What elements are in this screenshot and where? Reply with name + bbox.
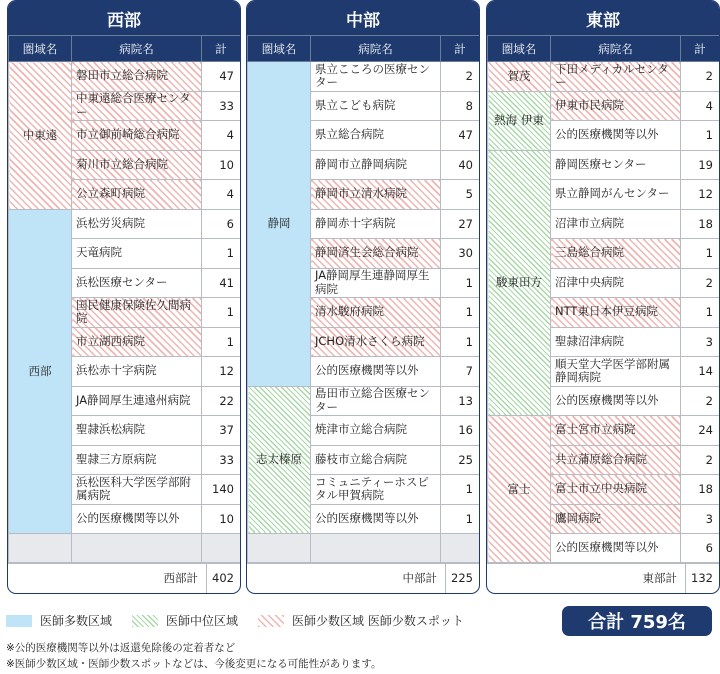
count-cell: 1	[441, 504, 480, 534]
region-cell: 熱海 伊東	[488, 91, 551, 150]
hospital-name-cell: 菊川市立総合病院	[72, 150, 202, 180]
hospital-name-cell: 順天堂大学医学部附属静岡病院	[551, 357, 681, 387]
count-cell: 24	[681, 416, 720, 446]
count-cell: 22	[202, 386, 241, 416]
count-cell: 2	[681, 386, 720, 416]
legend-label: 医師中位区域	[166, 614, 239, 628]
hospital-name-cell: 沼津中央病院	[551, 268, 681, 298]
region-cell: 富士	[488, 416, 551, 564]
col-header-hospital: 病院名	[311, 36, 441, 62]
hospital-name-cell: 浜松赤十字病院	[72, 357, 202, 387]
hospital-name-cell: 県立こども病院	[311, 91, 441, 121]
region-cell: 駿東田方	[488, 150, 551, 416]
table-row	[248, 386, 480, 416]
hospital-name-cell: JCHO清水さくら病院	[311, 327, 441, 357]
col-header-count: 計	[681, 36, 720, 62]
hospital-name-cell: 藤枝市立総合病院	[311, 445, 441, 475]
hospital-name-cell: 公的医療機関等以外	[551, 121, 681, 151]
count-cell: 8	[441, 91, 480, 121]
hospital-name-cell: 天竜病院	[72, 239, 202, 269]
table-row	[9, 209, 241, 239]
total-count: 225	[445, 563, 479, 593]
hospital-name-cell: 聖隷浜松病院	[72, 416, 202, 446]
count-cell: 25	[441, 445, 480, 475]
hospital-name-cell: 聖隷三方原病院	[72, 445, 202, 475]
hospital-name-cell: 静岡済生会総合病院	[311, 239, 441, 269]
hospital-name-cell: 静岡赤十字病院	[311, 209, 441, 239]
count-cell: 33	[202, 91, 241, 121]
region-cell: 志太榛原	[248, 386, 311, 534]
hospital-name-cell: 県立静岡がんセンター	[551, 180, 681, 210]
count-cell: 1	[202, 298, 241, 328]
footnote: ※医師少数区域・医師少数スポットなどは、今後変更になる可能性があります。	[6, 658, 382, 671]
count-cell: 14	[681, 357, 720, 387]
count-cell: 1	[441, 475, 480, 505]
hospital-name-cell: 三島総合病院	[551, 239, 681, 269]
hospital-name-cell: 共立蒲原総合病院	[551, 445, 681, 475]
hospital-name-cell: 県立総合病院	[311, 121, 441, 151]
legend-swatch-red	[258, 615, 284, 627]
table-row	[488, 416, 720, 446]
col-header-count: 計	[441, 36, 480, 62]
empty-row	[248, 534, 480, 564]
empty-cell	[248, 534, 311, 564]
hospital-name-cell: 静岡医療センター	[551, 150, 681, 180]
hospital-name-cell: NTT東日本伊豆病院	[551, 298, 681, 328]
hospital-name-cell: 静岡市立静岡病院	[311, 150, 441, 180]
hospital-name-cell: 市立湖西病院	[72, 327, 202, 357]
hospital-name-cell: 聖隷沼津病院	[551, 327, 681, 357]
panel-total-row	[247, 562, 479, 593]
empty-cell	[9, 534, 72, 564]
count-cell: 16	[441, 416, 480, 446]
region-cell: 西部	[9, 209, 72, 534]
hospital-name-cell: 公的医療機関等以外	[311, 357, 441, 387]
hospital-name-cell: 市立御前崎総合病院	[72, 121, 202, 151]
count-cell: 1	[681, 239, 720, 269]
count-cell: 1	[681, 121, 720, 151]
hospital-name-cell: 下田メディカルセンター	[551, 62, 681, 92]
panel-total-row	[8, 562, 240, 593]
hospital-name-cell: 公的医療機関等以外	[551, 386, 681, 416]
table-row	[488, 150, 720, 180]
legend-label: 医師少数区域 医師少数スポット	[292, 614, 464, 628]
hospital-table	[247, 35, 480, 564]
total-count: 132	[685, 563, 719, 593]
panel-east	[486, 0, 720, 594]
region-cell: 中東遠	[9, 62, 72, 210]
empty-cell	[72, 534, 202, 564]
hospital-name-cell: 静岡市立清水病院	[311, 180, 441, 210]
hospital-name-cell: コミュニティーホスピタル甲賀病院	[311, 475, 441, 505]
hospital-name-cell: 公的医療機関等以外	[551, 534, 681, 564]
count-cell: 12	[202, 357, 241, 387]
count-cell: 41	[202, 268, 241, 298]
count-cell: 2	[681, 62, 720, 92]
legend-swatch-blue	[6, 615, 32, 627]
empty-cell	[202, 534, 241, 564]
legend-item-many	[6, 612, 112, 629]
count-cell: 140	[202, 475, 241, 505]
hospital-name-cell: 浜松医科大学医学部附属病院	[72, 475, 202, 505]
legend-item-few	[258, 612, 464, 629]
count-cell: 10	[202, 150, 241, 180]
count-cell: 1	[441, 268, 480, 298]
count-cell: 1	[681, 298, 720, 328]
count-cell: 2	[441, 62, 480, 92]
hospital-name-cell: 公立森町病院	[72, 180, 202, 210]
count-cell: 5	[441, 180, 480, 210]
hospital-name-cell: 伊東市民病院	[551, 91, 681, 121]
region-cell: 静岡	[248, 62, 311, 387]
empty-cell	[441, 534, 480, 564]
count-cell: 13	[441, 386, 480, 416]
footnotes	[6, 640, 381, 673]
col-header-hospital: 病院名	[551, 36, 681, 62]
count-cell: 1	[441, 327, 480, 357]
panel-title: 東部	[487, 1, 719, 35]
hospital-name-cell: 鷹岡病院	[551, 504, 681, 534]
count-cell: 10	[202, 504, 241, 534]
count-cell: 3	[681, 504, 720, 534]
table-row	[488, 62, 720, 92]
table-row	[248, 62, 480, 92]
col-header-hospital: 病院名	[72, 36, 202, 62]
table-row	[9, 62, 241, 92]
total-count: 402	[206, 563, 240, 593]
count-cell: 33	[202, 445, 241, 475]
hospital-table	[487, 35, 720, 564]
count-cell: 2	[681, 445, 720, 475]
count-cell: 4	[202, 121, 241, 151]
hospital-name-cell: 県立こころの医療センター	[311, 62, 441, 92]
legend-swatch-green	[132, 615, 158, 627]
count-cell: 18	[681, 475, 720, 505]
count-cell: 6	[202, 209, 241, 239]
hospital-name-cell: 焼津市立総合病院	[311, 416, 441, 446]
count-cell: 18	[681, 209, 720, 239]
col-header-region: 圏域名	[9, 36, 72, 62]
legend	[6, 612, 484, 629]
count-cell: 37	[202, 416, 241, 446]
count-cell: 6	[681, 534, 720, 564]
hospital-name-cell: JA静岡厚生連静岡厚生病院	[311, 268, 441, 298]
hospital-name-cell: 公的医療機関等以外	[311, 504, 441, 534]
count-cell: 1	[202, 239, 241, 269]
count-cell: 1	[441, 298, 480, 328]
hospital-name-cell: 清水駿府病院	[311, 298, 441, 328]
panel-total-row	[487, 562, 719, 593]
hospital-name-cell: 国民健康保険佐久間病院	[72, 298, 202, 328]
grand-total-badge: 合計 759名	[562, 606, 712, 636]
footnote: ※公的医療機関等以外は返還免除後の定着者など	[6, 642, 236, 654]
count-cell: 1	[202, 327, 241, 357]
hospital-name-cell: 島田市立総合医療センター	[311, 386, 441, 416]
hospital-name-cell: 浜松労災病院	[72, 209, 202, 239]
panel-title: 中部	[247, 1, 479, 35]
count-cell: 7	[441, 357, 480, 387]
count-cell: 4	[681, 91, 720, 121]
hospital-name-cell: 中東遠総合医療センター	[72, 91, 202, 121]
legend-label: 医師多数区域	[40, 614, 113, 628]
hospital-name-cell: 公的医療機関等以外	[72, 504, 202, 534]
col-header-count: 計	[202, 36, 241, 62]
count-cell: 2	[681, 268, 720, 298]
count-cell: 47	[202, 62, 241, 92]
count-cell: 4	[202, 180, 241, 210]
empty-cell	[311, 534, 441, 564]
count-cell: 27	[441, 209, 480, 239]
count-cell: 40	[441, 150, 480, 180]
count-cell: 19	[681, 150, 720, 180]
hospital-name-cell: 磐田市立総合病院	[72, 62, 202, 92]
empty-row	[9, 534, 241, 564]
hospital-table	[8, 35, 241, 564]
hospital-name-cell: JA静岡厚生連遠州病院	[72, 386, 202, 416]
hospital-name-cell: 富士市立中央病院	[551, 475, 681, 505]
table-row	[488, 91, 720, 121]
panel-central	[246, 0, 480, 594]
hospital-name-cell: 浜松医療センター	[72, 268, 202, 298]
hospital-name-cell: 富士宮市立病院	[551, 416, 681, 446]
col-header-region: 圏域名	[248, 36, 311, 62]
total-label: 西部計	[163, 571, 198, 585]
count-cell: 30	[441, 239, 480, 269]
count-cell: 47	[441, 121, 480, 151]
panel-title: 西部	[8, 1, 240, 35]
count-cell: 3	[681, 327, 720, 357]
panel-west	[7, 0, 241, 594]
region-cell: 賀茂	[488, 62, 551, 92]
count-cell: 12	[681, 180, 720, 210]
legend-item-mid	[132, 612, 238, 629]
col-header-region: 圏域名	[488, 36, 551, 62]
total-label: 東部計	[642, 571, 677, 585]
hospital-name-cell: 沼津市立病院	[551, 209, 681, 239]
total-label: 中部計	[402, 571, 437, 585]
